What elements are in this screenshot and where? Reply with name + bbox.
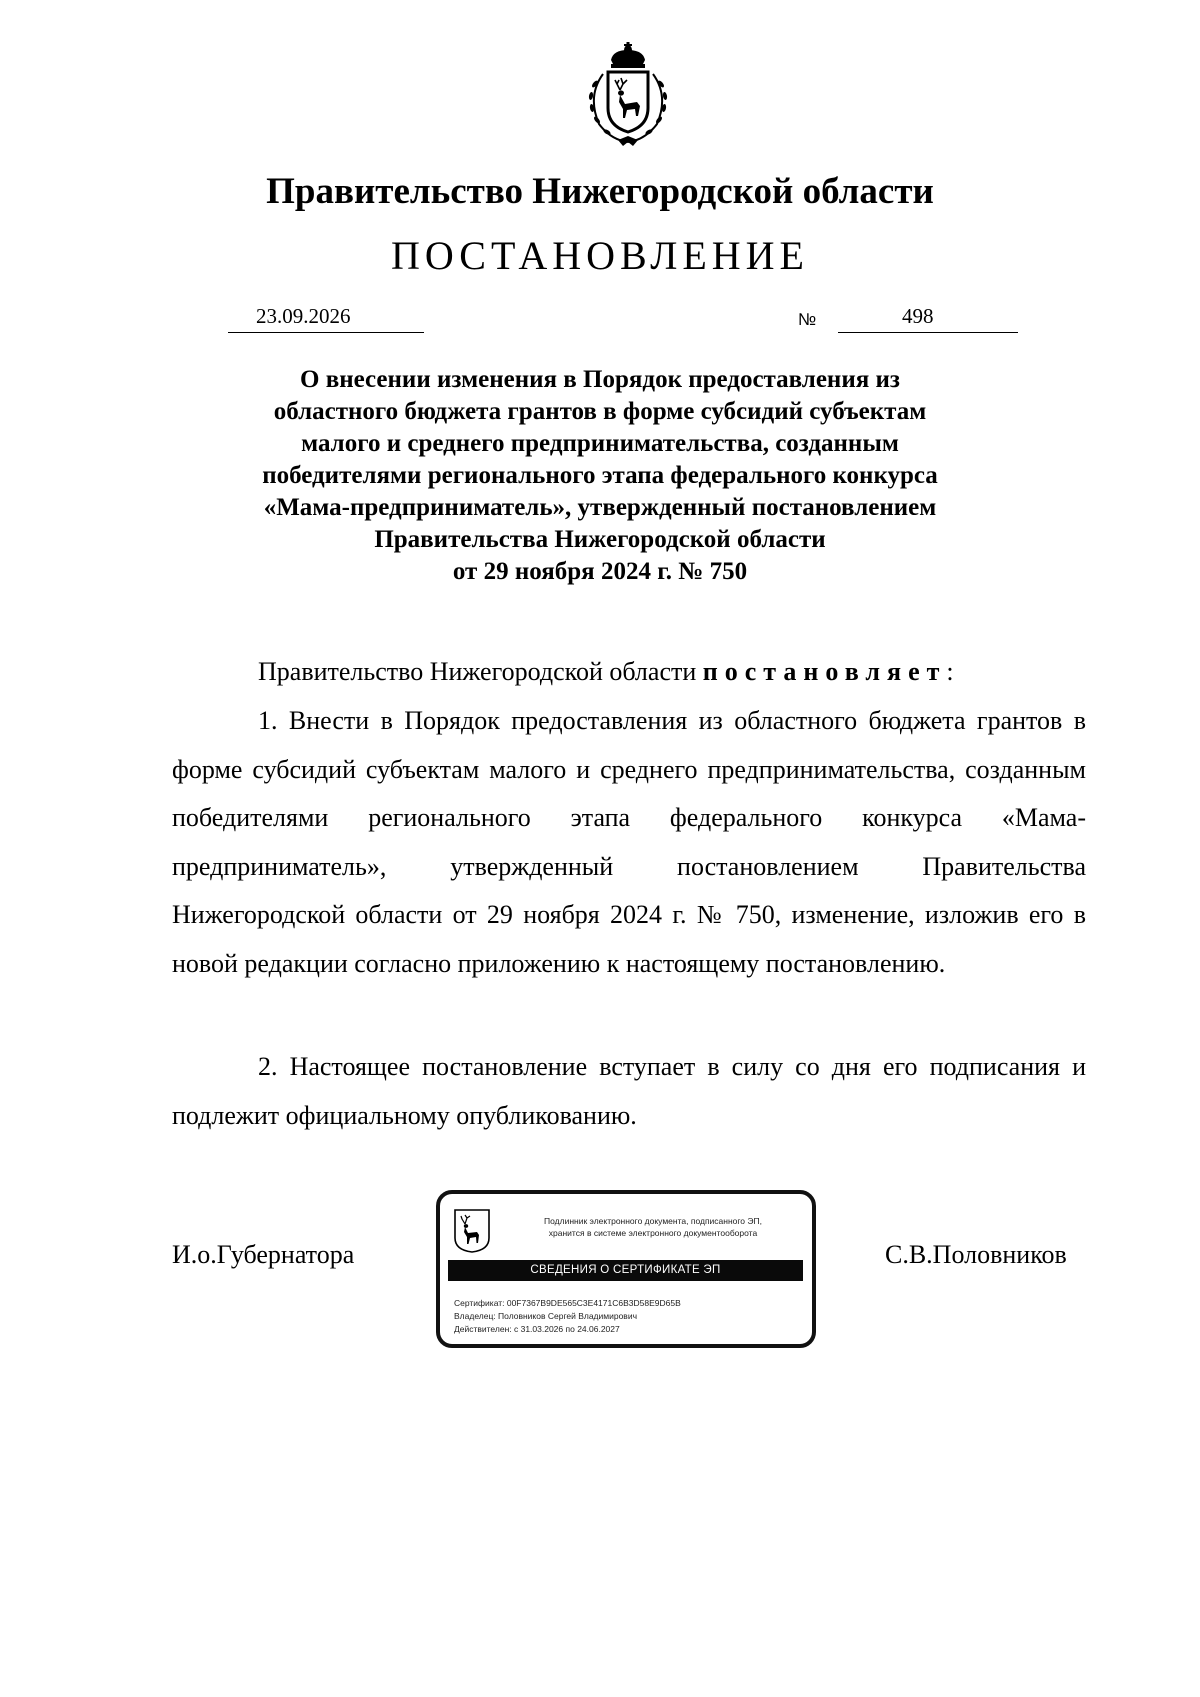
government-title: Правительство Нижегородской области (266, 171, 934, 212)
subject-line: областного бюджета грантов в форме субсидий субъектам (273, 398, 927, 425)
subject-line: О внесении изменения в Порядок предоставления из (300, 366, 900, 393)
date-field (228, 300, 424, 333)
certificate-validity: Действителен: с 31.03.2026 по 24.06.2027 (454, 1324, 620, 1334)
subject-line: «Мама-предприниматель», утвержденный постановлением (263, 494, 937, 521)
paragraph-2: 2. Настоящее постановление вступает в силу со дня его подписания и подлежит официальному опубликованию. (172, 1052, 1086, 1130)
region-emblem-icon (453, 1208, 491, 1254)
e-signature-stamp (436, 1190, 816, 1348)
document-subject (200, 364, 1000, 588)
certificate-owner: Владелец: Половников Сергей Владимирович (454, 1311, 637, 1321)
stamp-notice-line-2: хранится в системе электронного документооборота (548, 1228, 758, 1238)
signatory-position: И.о.Губернатора (172, 1240, 355, 1269)
subject-line: победителями регионального этапа федерального конкурса (262, 462, 938, 489)
number-sign: № (798, 310, 817, 329)
stamp-notice-line-1: Подлинник электронного документа, подписанного ЭП, (544, 1216, 762, 1226)
stamp-details (454, 1297, 681, 1336)
stamp-title-bar: СВЕДЕНИЯ О СЕРТИФИКАТЕ ЭП (448, 1260, 803, 1281)
subject-line: малого и среднего предпринимательства, созданным (301, 430, 899, 457)
paragraph-1: 1. Внести в Порядок предоставления из областного бюджета грантов в форме субсидий субъектам малого и среднего предпринимательства, созданным победителями регионального этапа федерального конкурса «Мама-предприниматель», утвержденный постановлением Правительства Нижегородской области от 29 ноября 2024 г. № 750, изменение, изложив его в новой редакции согласно приложению к настоящему постановлению. (172, 706, 1086, 978)
document-date: 23.09.2026 (256, 304, 351, 328)
certificate-number: Сертификат: 00F7367B9DE565C3E4171C6B3D58E9D65B (454, 1298, 681, 1308)
number-field (838, 300, 1018, 333)
subject-line: от 29 ноября 2024 г. № 750 (452, 558, 748, 585)
preamble-verb: постановляет (702, 657, 947, 686)
preamble-tail: : (946, 657, 954, 686)
preamble-lead: Правительство Нижегородской области (258, 657, 703, 686)
subject-line: Правительства Нижегородской области (374, 526, 826, 553)
signatory-name: С.В.Половников (885, 1240, 1067, 1269)
document-number: 498 (902, 304, 934, 328)
preamble (172, 648, 1086, 697)
document-type: ПОСТАНОВЛЕНИЕ (391, 233, 809, 278)
coat-of-arms-icon (573, 40, 683, 150)
